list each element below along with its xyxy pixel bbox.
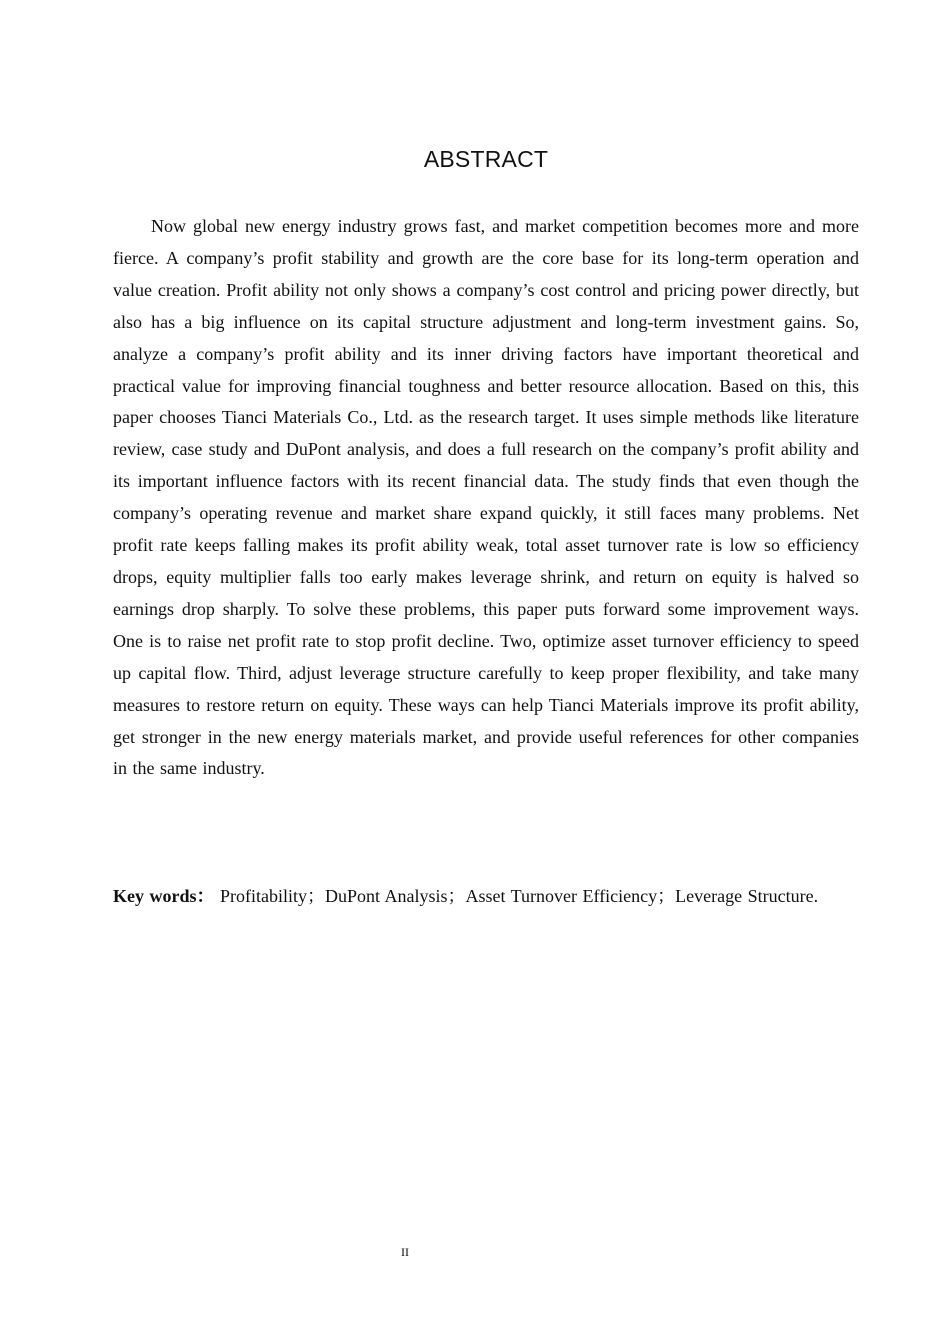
keywords-text: Profitability；DuPont Analysis；Asset Turnover Efficiency；Leverage Structure. <box>220 886 819 906</box>
keywords-label: Key words： <box>113 886 215 906</box>
abstract-title: ABSTRACT <box>423 146 549 172</box>
keywords-line <box>113 881 859 913</box>
abstract-body: Now global new energy industry grows fast, and market competition becomes more and more fierce. A company’s profit stability and growth are the core base for its long-term operation and value creation. Profit ability not only shows a company’s cost control and pricing power directly, but also has a big influence on its capital structure adjustment and long-term investment gains. So, analyze a company’s profit ability and its inner driving factors have important theoretical and practical value for improving financial toughness and better resource allocation. Based on this, this paper chooses Tianci Materials Co., Ltd. as the research target. It uses simple methods like literature review, case study and DuPont analysis, and does a full research on the company’s profit ability and its important influence factors with its recent financial data. The study finds that even though the company’s operating revenue and market share expand quickly, it still faces many problems. Net profit rate keeps falling makes its profit ability weak, total asset turnover rate is low so efficiency drops, equity multiplier falls too early makes leverage shrink, and return on equity is halved so earnings drop sharply. To solve these problems, this paper puts forward some improvement ways. One is to raise net profit rate to stop profit decline. Two, optimize asset turnover efficiency to speed up capital flow. Third, adjust leverage structure carefully to keep proper flexibility, and take many measures to restore return on equity. These ways can help Tianci Materials improve its profit ability, get stronger in the new energy materials market, and provide useful references for other companies in the same industry. <box>113 216 859 779</box>
page-number: II <box>401 1245 409 1259</box>
